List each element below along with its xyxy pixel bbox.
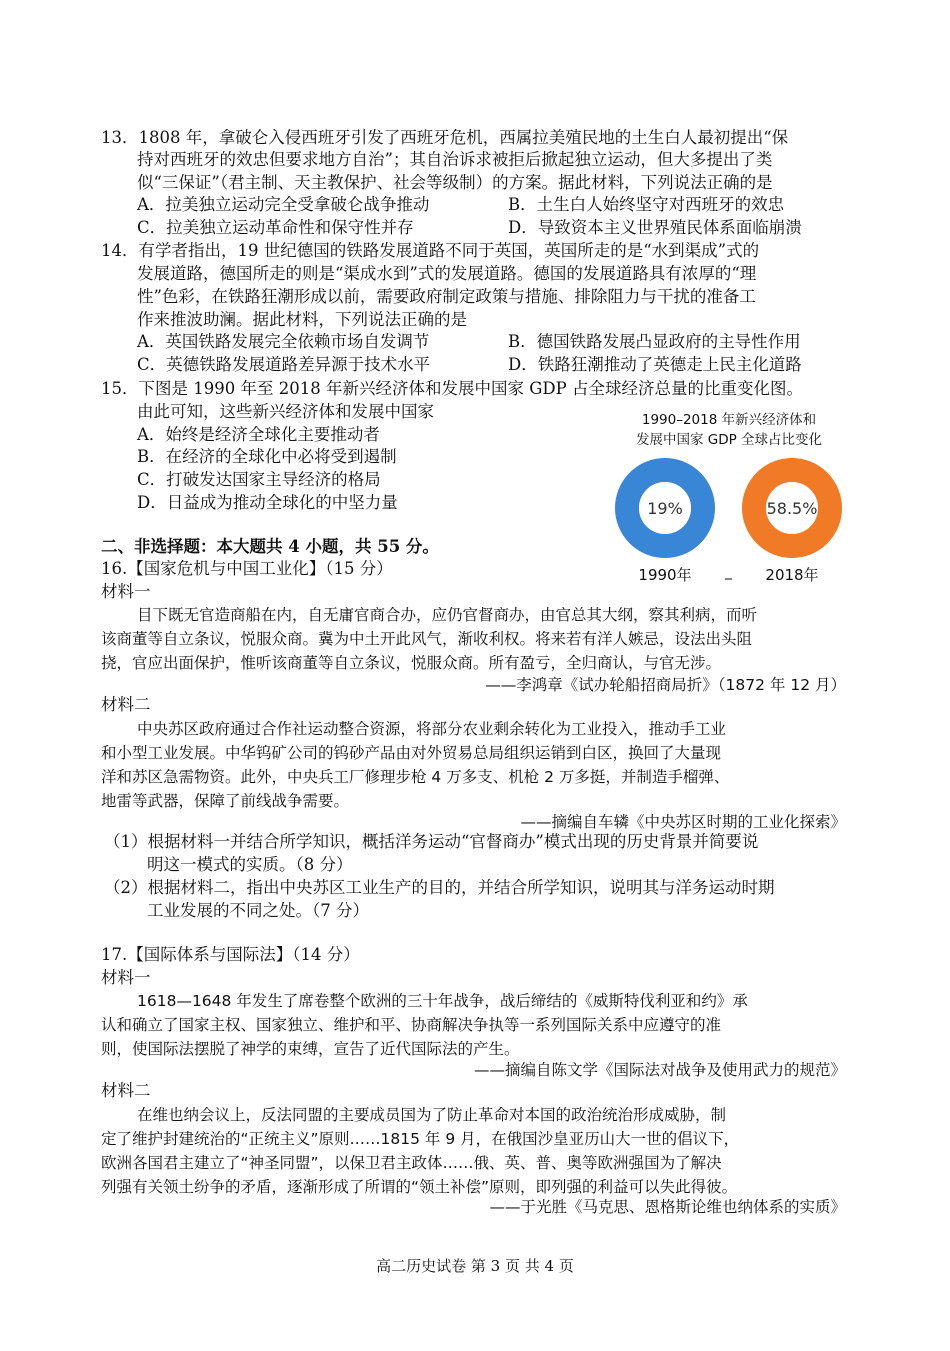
section-2-heading: 二、非选择题：本大题共 4 小题，共 55 分。 [101, 537, 439, 556]
chart-title [606, 410, 852, 450]
q16-m1-source: ——李鸿章《试办轮船招商局折》（1872 年 12 月） [485, 676, 846, 694]
q14-line-1: 14．有学者指出，19 世纪德国的铁路发展道路不同于英国，英国所走的是“水到渠成”式的 [101, 241, 760, 260]
q13-option-d: D．导致资本主义世界殖民体系面临崩溃 [508, 218, 802, 237]
q15-line-1: 15．下图是 1990 年至 2018 年新兴经济体和发展中国家 GDP 占全球经济总量的比重变化图。 [101, 379, 803, 398]
q16-sub-1-line-1: （1）根据材料一并结合所学知识，概括洋务运动“官督商办”模式出现的历史背景并简要说 [104, 832, 759, 851]
page-footer: 高二历史试卷 第 3 页 共 4 页 [376, 1257, 574, 1275]
q17-m1-line-1: 1618—1648 年发生了席卷整个欧洲的三十年战争，战后缔结的《威斯特伐利亚和约》承 [137, 992, 748, 1010]
q13-line-3: 似“三保证”（君主制、天主教保护、社会等级制）的方案。据此材料，下列说法正确的是 [137, 173, 773, 192]
q13-option-b: B．土生白人始终坚守对西班牙的效忠 [508, 195, 785, 214]
chart-title-line-1: 1990–2018 年新兴经济体和 [641, 412, 817, 428]
q16-m2-line-4: 地雷等武器，保障了前线战争需要。 [101, 792, 350, 810]
q17-m1-line-2: 认和确立了国家主权、国家独立、维护和平、协商解决争执等一系列国际关系中应遵守的准 [101, 1016, 722, 1034]
q16-material-1-label: 材料一 [101, 582, 151, 601]
q16-m2-line-3: 洋和苏区急需物资。此外，中央兵工厂修理步枪 4 万多支、机枪 2 万多挺，并制造手榴弹、 [101, 768, 730, 786]
q14-option-d: D．铁路狂潮推动了英德走上民主化道路 [508, 355, 802, 374]
q15-option-a: A．始终是经济全球化主要推动者 [137, 425, 380, 444]
q14-option-c: C．英德铁路发展道路差异源于技术水平 [137, 355, 431, 374]
q17-material-2-label: 材料二 [101, 1081, 151, 1100]
chart-title-line-2: 发展中国家 GDP 全球占比变化 [635, 432, 823, 448]
q13-line-2: 持对西班牙的效忠但要求地方自治”；其自治诉求被拒后掀起独立运动，但大多提出了类 [137, 150, 773, 169]
q16-sub-2-line-2: 工业发展的不同之处。（7 分） [147, 901, 369, 920]
q16-m2-line-2: 和小型工业发展。中华钨矿公司的钨砂产品由对外贸易总局组织运销到白区，换回了大量现 [101, 744, 722, 762]
q16-m1-line-2: 该商董等自立条议，悦服众商。冀为中土开此风气，渐收利权。将来若有洋人嫉忌，设法出头阻 [101, 630, 753, 648]
q17-material-1-label: 材料一 [101, 968, 151, 987]
q17-m2-line-4: 列强有关领土纷争的矛盾，逐渐形成了所谓的“领土补偿”原则，即列强的利益可以失此得彼。 [101, 1178, 738, 1196]
q14-line-2: 发展道路，德国所走的则是“渠成水到”式的发展道路。德国的发展道路具有浓厚的“理 [137, 264, 757, 283]
q14-line-4: 作来推波助澜。据此材料，下列说法正确的是 [137, 310, 467, 329]
donut-category-label-0: 1990年 [638, 566, 692, 584]
q15-option-d: D．日益成为推动全球化的中坚力量 [137, 493, 398, 512]
q14-option-b: B．德国铁路发展凸显政府的主导性作用 [508, 332, 801, 351]
q14-option-a: A．英国铁路发展完全依赖市场自发调节 [137, 332, 430, 351]
q14-line-3: 性”色彩，在铁路狂潮形成以前，需要政府制定政策与措施、排除阻力与干扰的准备工 [137, 287, 756, 306]
q17-m2-source: ——于光胜《马克思、恩格斯论维也纳体系的实质》 [489, 1198, 846, 1216]
q13-option-c: C．拉美独立运动革命性和保守性并存 [137, 218, 414, 237]
donut-category-label-1: 2018年 [765, 566, 819, 584]
q13-option-a: A．拉美独立运动完全受拿破仑战争推动 [137, 195, 430, 214]
q16-material-2-label: 材料二 [101, 695, 151, 714]
q16-m1-line-3: 挠，官应出面保护，惟听该商董等自立条议，悦服众商。所有盈亏，全归商认，与官无涉。 [101, 654, 722, 672]
donut-value-label-0: 19% [647, 499, 683, 518]
q13-line-1: 13．1808 年，拿破仑入侵西班牙引发了西班牙危机，西属拉美殖民地的土生白人最初提出“保 [101, 128, 789, 147]
q15-option-c: C．打破发达国家主导经济的格局 [137, 470, 381, 489]
q17-m1-line-3: 则，使国际法摆脱了神学的束缚，宣告了近代国际法的产生。 [101, 1040, 520, 1058]
q17-heading: 17.【国际体系与国际法】（14 分） [101, 945, 360, 964]
q17-m2-line-3: 欧洲各国君主建立了“神圣同盟”，以保卫君主政体……俄、英、普、奥等欧洲强国为了解决 [101, 1154, 722, 1172]
q15-option-b: B．在经济的全球化中必将受到遏制 [137, 447, 397, 466]
q16-m1-line-1: 目下既无官造商船在内，自无庸官商合办，应仍官督商办，由官总其大纲，察其利病，而听 [137, 606, 758, 624]
q16-sub-2-line-1: （2）根据材料二，指出中央苏区工业生产的目的，并结合所学知识，说明其与洋务运动时期 [104, 878, 775, 897]
q16-sub-1-line-2: 明这一模式的实质。（8 分） [147, 855, 353, 874]
q16-m2-line-1: 中央苏区政府通过合作社运动整合资源，将部分农业剩余转化为工业投入，推动手工业 [137, 720, 727, 738]
q16-heading: 16.【国家危机与中国工业化】（15 分） [101, 559, 393, 578]
q15-line-2: 由此可知，这些新兴经济体和发展中国家 [137, 402, 434, 421]
donut-separator: _ [725, 564, 732, 580]
q17-m1-source: ——摘编自陈文学《国际法对战争及使用武力的规范》 [473, 1061, 846, 1079]
q17-m2-line-1: 在维也纳会议上，反法同盟的主要成员国为了防止革命对本国的政治统治形成威胁，制 [137, 1106, 727, 1124]
donut-value-label-1: 58.5% [766, 499, 818, 518]
gdp-donut-chart [600, 448, 860, 588]
q17-m2-line-2: 定了维护封建统治的“正统主义”原则……1815 年 9 月，在俄国沙皇亚历山大一世的倡议下， [101, 1130, 740, 1148]
q16-m2-source: ——摘编自车辚《中央苏区时期的工业化探索》 [520, 813, 846, 831]
